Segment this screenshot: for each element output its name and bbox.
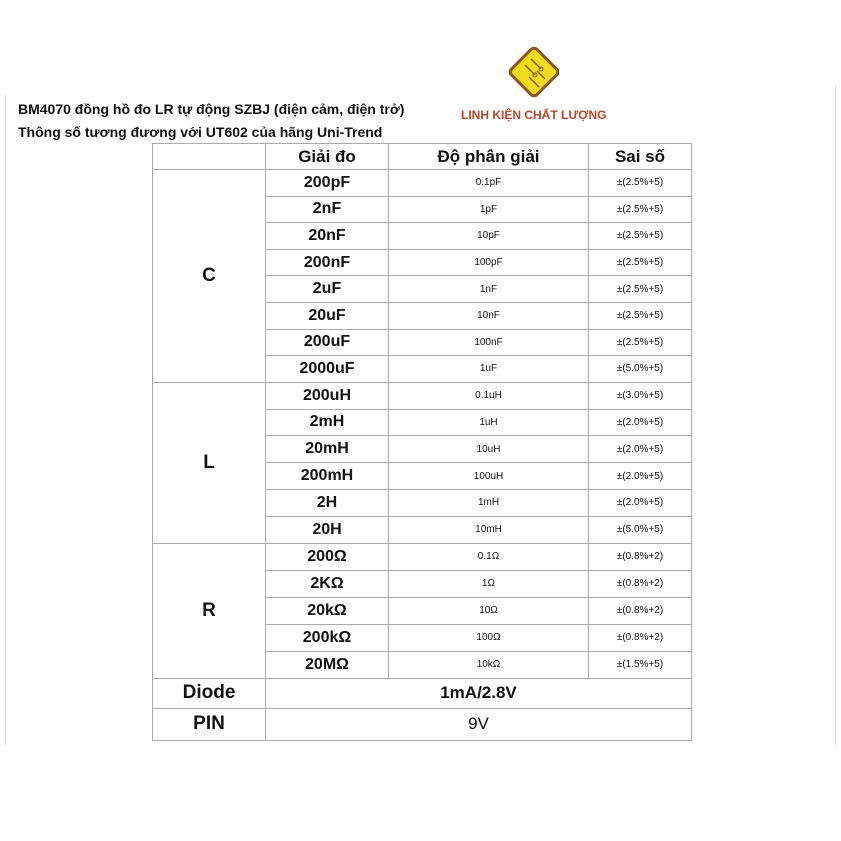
range-cell: 2KΩ — [266, 570, 389, 597]
right-border — [835, 85, 836, 745]
range-cell: 200kΩ — [266, 624, 389, 651]
accuracy-cell: ±(5.0%+5) — [589, 516, 692, 543]
resolution-cell: 1Ω — [389, 570, 589, 597]
resolution-cell: 100pF — [389, 249, 589, 276]
accuracy-cell: ±(5.0%+5) — [589, 356, 692, 383]
range-cell: 20uF — [266, 302, 389, 329]
accuracy-cell: ±(2.5%+5) — [589, 276, 692, 303]
range-cell: 2uF — [266, 276, 389, 303]
resolution-cell: 0.1Ω — [389, 543, 589, 570]
range-cell: 20MΩ — [266, 651, 389, 678]
range-cell: 20mH — [266, 436, 389, 463]
accuracy-cell: ±(2.0%+5) — [589, 463, 692, 490]
diode-row — [153, 678, 692, 708]
resolution-cell: 1pF — [389, 196, 589, 223]
accuracy-cell: ±(2.5%+5) — [589, 223, 692, 250]
pin-value: 9V — [266, 708, 692, 740]
brand-name: LINH KIỆN CHẤT LƯỢNG — [461, 108, 607, 122]
range-cell: 200uH — [266, 382, 389, 409]
range-cell: 200Ω — [266, 543, 389, 570]
title-line-1: BM4070 đồng hồ đo LR tự động SZBJ (điện cảm, điện trở) — [18, 101, 405, 117]
accuracy-cell: ±(2.0%+5) — [589, 409, 692, 436]
range-cell: 200nF — [266, 249, 389, 276]
range-cell: 20H — [266, 516, 389, 543]
accuracy-cell: ±(2.5%+5) — [589, 329, 692, 356]
resolution-cell: 1nF — [389, 276, 589, 303]
accuracy-cell: ±(0.8%+2) — [589, 597, 692, 624]
range-cell: 2nF — [266, 196, 389, 223]
title-line-2: Thông số tương đương với UT602 của hãng Uni-Trend — [18, 124, 383, 140]
accuracy-cell: ±(3.0%+5) — [589, 382, 692, 409]
range-cell: 200mH — [266, 463, 389, 490]
group-label: R — [153, 543, 266, 678]
range-cell: 2H — [266, 489, 389, 516]
range-cell: 200uF — [266, 329, 389, 356]
brand-logo-icon — [505, 43, 563, 101]
spec-table — [152, 143, 692, 741]
table-header — [153, 144, 692, 170]
table-row — [153, 170, 692, 197]
range-cell: 20kΩ — [266, 597, 389, 624]
pin-row — [153, 708, 692, 740]
resolution-cell: 100Ω — [389, 624, 589, 651]
resolution-cell: 0.1pF — [389, 170, 589, 197]
table-row — [153, 543, 692, 570]
resolution-cell: 10uH — [389, 436, 589, 463]
resolution-cell: 100uH — [389, 463, 589, 490]
range-cell: 200pF — [266, 170, 389, 197]
resolution-cell: 10nF — [389, 302, 589, 329]
accuracy-cell: ±(2.0%+5) — [589, 489, 692, 516]
accuracy-cell: ±(2.5%+5) — [589, 170, 692, 197]
resolution-cell: 10Ω — [389, 597, 589, 624]
resolution-cell: 1mH — [389, 489, 589, 516]
accuracy-cell: ±(0.8%+2) — [589, 543, 692, 570]
range-cell: 20nF — [266, 223, 389, 250]
resolution-cell: 100nF — [389, 329, 589, 356]
resolution-cell: 10mH — [389, 516, 589, 543]
header-cell: Giải đo — [266, 144, 389, 170]
resolution-cell: 10kΩ — [389, 651, 589, 678]
header-cell: Sai số — [589, 144, 692, 170]
accuracy-cell: ±(0.8%+2) — [589, 570, 692, 597]
group-label: C — [153, 170, 266, 383]
resolution-cell: 1uH — [389, 409, 589, 436]
accuracy-cell: ±(2.5%+5) — [589, 249, 692, 276]
left-border — [5, 95, 6, 745]
range-cell: 2000uF — [266, 356, 389, 383]
pin-label: PIN — [153, 708, 266, 740]
accuracy-cell: ±(1.5%+5) — [589, 651, 692, 678]
diode-label: Diode — [153, 678, 266, 708]
header-cell: Độ phân giải — [389, 144, 589, 170]
accuracy-cell: ±(2.5%+5) — [589, 196, 692, 223]
header-cell — [153, 144, 266, 170]
accuracy-cell: ±(2.5%+5) — [589, 302, 692, 329]
resolution-cell: 0.1uH — [389, 382, 589, 409]
resolution-cell: 10pF — [389, 223, 589, 250]
accuracy-cell: ±(2.0%+5) — [589, 436, 692, 463]
diode-value: 1mA/2.8V — [266, 678, 692, 708]
accuracy-cell: ±(0.8%+2) — [589, 624, 692, 651]
range-cell: 2mH — [266, 409, 389, 436]
resolution-cell: 1uF — [389, 356, 589, 383]
table-row — [153, 382, 692, 409]
group-label: L — [153, 382, 266, 543]
